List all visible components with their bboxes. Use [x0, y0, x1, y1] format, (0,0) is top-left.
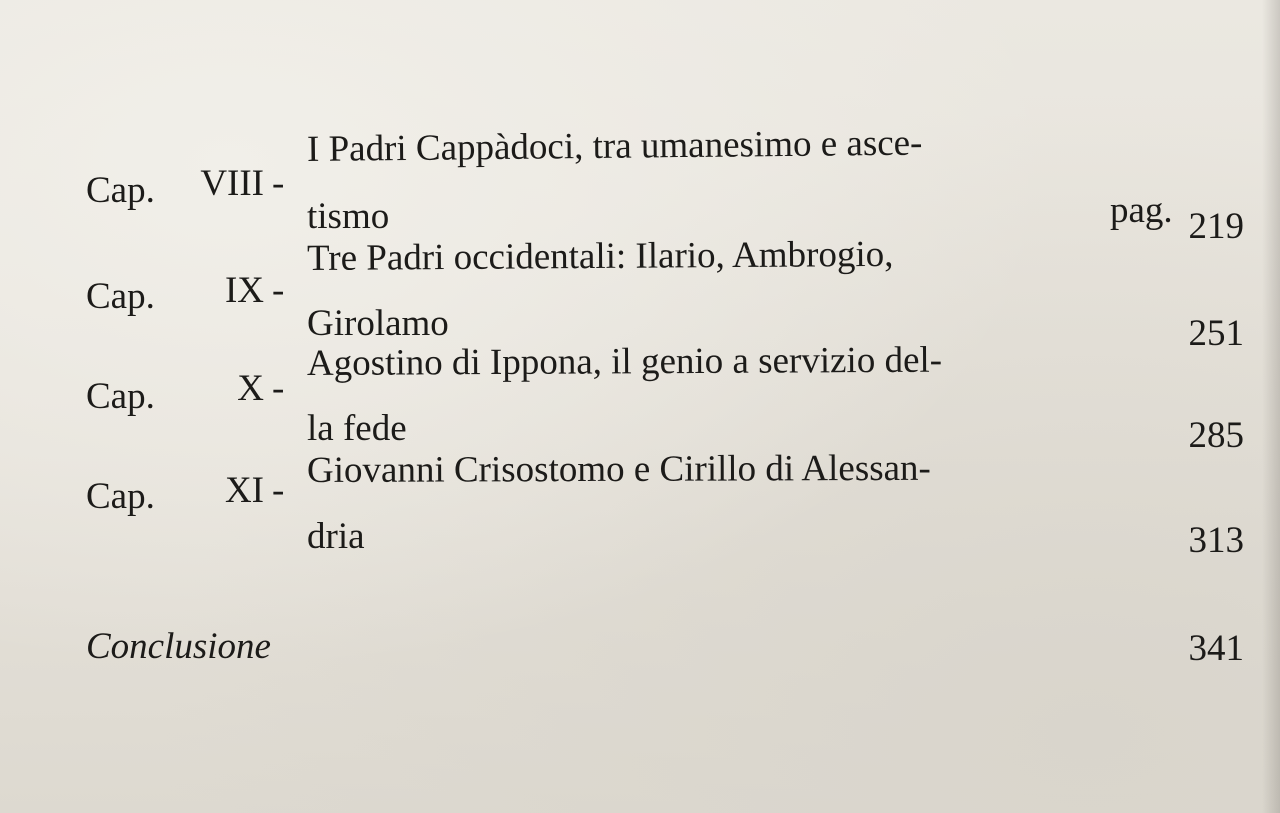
page-number: 251	[1188, 313, 1244, 354]
chapter-dash: -	[272, 470, 285, 511]
chapter-title-line1: Agostino di Ippona, il genio a servizio del-	[306, 339, 943, 384]
page-number: 313	[1188, 520, 1244, 561]
chapter-numeral: XI	[224, 470, 264, 511]
chapter-numeral: X	[237, 368, 264, 409]
chapter-numeral: IX	[224, 270, 264, 311]
chapter-prefix: Cap.	[86, 476, 155, 517]
conclusion-title: Conclusione	[86, 626, 271, 667]
page-abbreviation: pag.	[1110, 190, 1173, 231]
page-number: 219	[1188, 206, 1244, 247]
chapter-dash: -	[272, 270, 285, 311]
chapter-title-line1: Tre Padri occidentali: Ilario, Ambrogio,	[306, 233, 894, 279]
chapter-title-line2: dria	[307, 516, 365, 557]
page-number: 341	[1188, 628, 1244, 669]
chapter-dash: -	[272, 163, 285, 204]
chapter-prefix: Cap.	[86, 376, 155, 417]
chapter-prefix: Cap.	[86, 276, 155, 317]
chapter-title-line2: la fede	[307, 408, 407, 449]
chapter-numeral: VIII	[200, 163, 264, 204]
chapter-title-line1: I Padri Cappàdoci, tra umanesimo e asce-	[306, 122, 923, 170]
chapter-title-line2: tismo	[307, 196, 390, 237]
chapter-title-line1: Giovanni Crisostomo e Cirillo di Alessan-	[306, 447, 931, 491]
chapter-title-line2: Girolamo	[307, 303, 449, 344]
page-number: 285	[1188, 415, 1244, 456]
chapter-dash: -	[272, 368, 285, 409]
page-edge-shadow	[1262, 0, 1280, 813]
chapter-prefix: Cap.	[86, 170, 155, 211]
